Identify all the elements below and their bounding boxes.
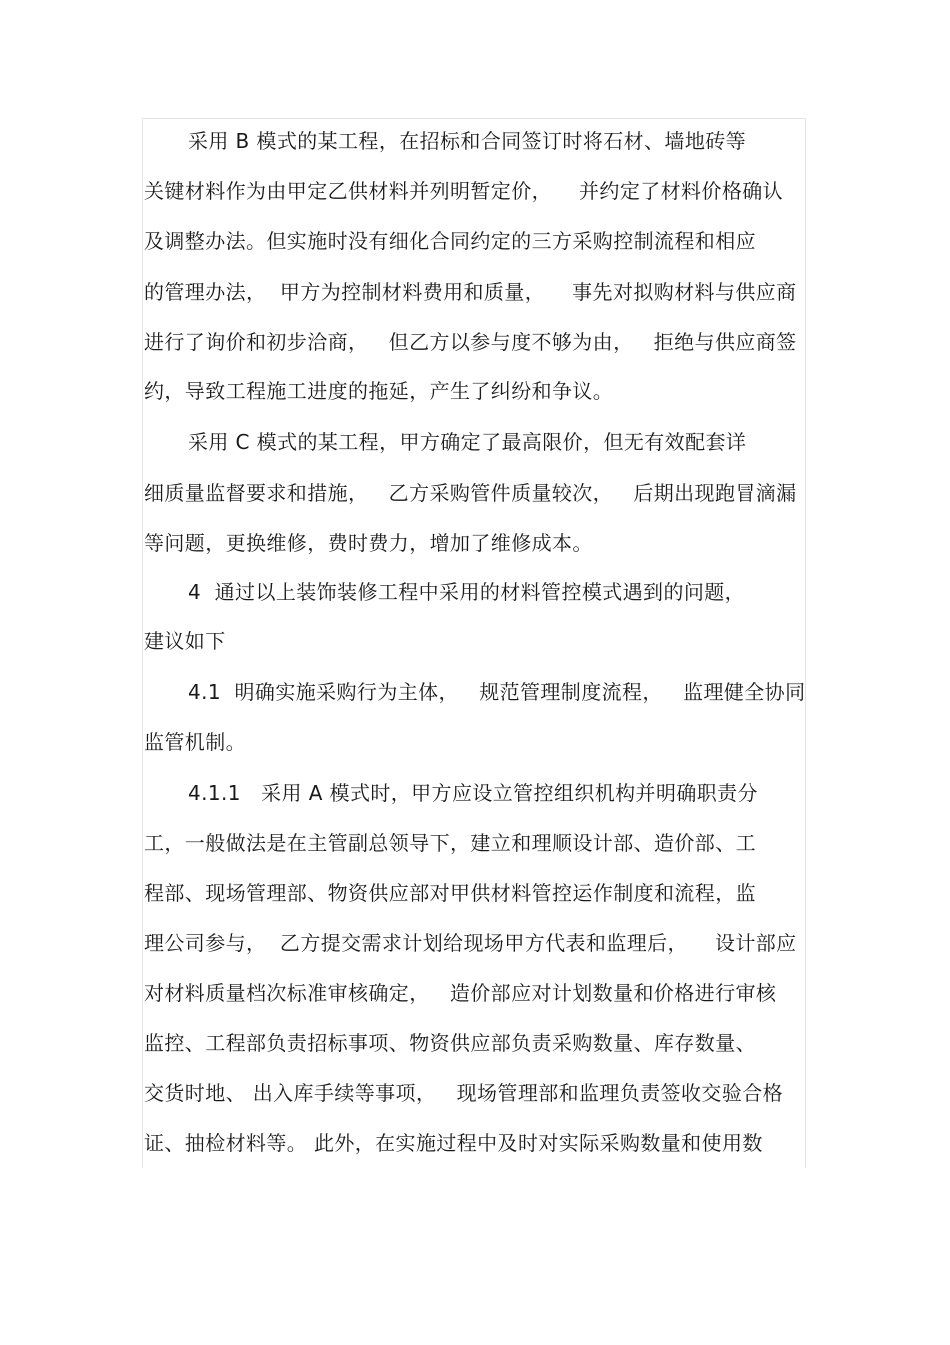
paragraph-line: 程部、现场管理部、物资供应部对甲供材料管控运作制度和流程，监 — [144, 881, 756, 905]
paragraph-line: 监控、工程部负责招标事项、物资供应部负责采购数量、库存数量、 — [144, 1031, 756, 1055]
paragraph-line: 进行了询价和初步洽商， 但乙方以参与度不够为由， 拒绝与供应商签 — [144, 330, 797, 354]
paragraph-line: 采用 B 模式的某工程，在招标和合同签订时将石材、墙地砖等 — [188, 129, 747, 153]
paragraph-line: 的管理办法， 甲方为控制材料费用和质量， 事先对拟购材料与供应商 — [144, 280, 797, 304]
paragraph-line: 细质量监督要求和措施， 乙方采购管件质量较次， 后期出现跑冒滴漏 — [144, 481, 797, 505]
paragraph-line: 工，一般做法是在主管副总领导下，建立和理顺设计部、造价部、工 — [144, 831, 756, 855]
paragraph-line: 及调整办法。但实施时没有细化合同约定的三方采购控制流程和相应 — [144, 229, 756, 253]
paragraph-line: 理公司参与， 乙方提交需求计划给现场甲方代表和监理后， 设计部应 — [144, 931, 797, 955]
paragraph-line: 证、抽检材料等。 此外，在实施过程中及时对实际采购数量和使用数 — [144, 1131, 763, 1155]
paragraph-line: 等问题，更换维修，费时费力，增加了维修成本。 — [144, 531, 593, 555]
paragraph-line: 约，导致工程施工进度的拖延，产生了纠纷和争议。 — [144, 379, 614, 403]
paragraph-line: 对材料质量档次标准审核确定， 造价部应对计划数量和价格进行审核 — [144, 981, 777, 1005]
subsection-heading: 监管机制。 — [144, 730, 246, 754]
section-heading: 建议如下 — [144, 629, 226, 653]
paragraph-line: 采用 C 模式的某工程，甲方确定了最高限价，但无有效配套详 — [188, 430, 747, 454]
paragraph-line: 交货时地、 出入库手续等事项， 现场管理部和监理负责签收交验合格 — [144, 1081, 784, 1105]
paragraph-line: 4.1.1 采用 A 模式时，甲方应设立管控组织机构并明确职责分 — [188, 781, 758, 805]
paragraph-line: 关键材料作为由甲定乙供材料并列明暂定价， 并约定了材料价格确认 — [144, 179, 784, 203]
subsection-heading: 4.1 明确实施采购行为主体， 规范管理制度流程， 监理健全协同 — [188, 680, 806, 704]
section-heading: 4 通过以上装饰装修工程中采用的材料管控模式遇到的问题， — [188, 580, 746, 604]
